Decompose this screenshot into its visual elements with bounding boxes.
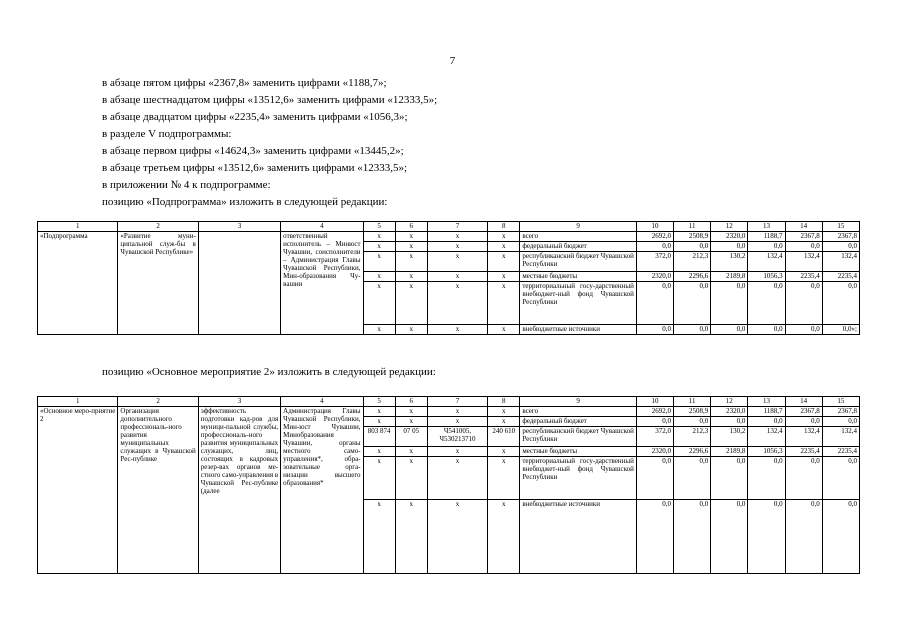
amount-cell: 0,0 <box>785 417 822 427</box>
funding-source: федеральный бюджет <box>520 417 637 427</box>
cell-col3 <box>198 232 280 335</box>
amount-cell: 2320,0 <box>711 232 748 242</box>
amount-cell: 0,0 <box>785 457 822 500</box>
amount-cell: 130,2 <box>711 252 748 272</box>
cell-col1: «Подпрограмма <box>38 232 118 335</box>
amount-cell: 0,0 <box>748 325 785 335</box>
column-header: 8 <box>488 397 520 407</box>
amount-cell: 0,0 <box>748 282 785 325</box>
cell-col2: Организация дополнительного профессиональ-ного развития муниципальных служащих в Чувашской Рес-публике <box>118 407 198 574</box>
column-header: 10 <box>636 397 673 407</box>
column-header: 13 <box>748 397 785 407</box>
cell-code: x <box>427 447 487 457</box>
column-header: 4 <box>281 222 363 232</box>
amount-cell: 132,4 <box>748 252 785 272</box>
amount-cell: 0,0 <box>674 457 711 500</box>
column-header: 7 <box>427 397 487 407</box>
cell-code: x <box>395 325 427 335</box>
cell-code: x <box>427 500 487 574</box>
amount-cell: 0,0 <box>822 500 859 574</box>
cell-code: x <box>427 272 487 282</box>
main-activity-table <box>37 396 860 574</box>
amount-cell: 2235,4 <box>822 272 859 282</box>
column-header: 1 <box>38 222 118 232</box>
amount-cell: 0,0 <box>674 500 711 574</box>
amount-cell: 2296,6 <box>674 272 711 282</box>
amount-cell: 132,4 <box>748 427 785 447</box>
amount-cell: 372,0 <box>636 427 673 447</box>
column-header: 9 <box>520 397 637 407</box>
cell-code: x <box>363 407 395 417</box>
table-row <box>38 232 860 242</box>
funding-source: всего <box>520 407 637 417</box>
column-header: 14 <box>785 222 822 232</box>
cell-code: x <box>395 500 427 574</box>
cell-code: x <box>395 252 427 272</box>
cell-code: x <box>427 232 487 242</box>
amount-cell: 0,0 <box>785 325 822 335</box>
column-header: 6 <box>395 222 427 232</box>
cell-code: x <box>427 325 487 335</box>
column-header: 15 <box>822 397 859 407</box>
paragraph: в абзаце пятом цифры «2367,8» заменить цифрами «1188,7»; <box>102 77 387 89</box>
amount-cell: 2367,8 <box>822 232 859 242</box>
cell-col3: эффективность подготовки кад-ров для муници-пальной службы, профессиональ-ного развития муниципальных служащих, лиц, состоящих в кадровых резер-вах органов ме-стного само-управления в Чувашской Рес-публике (далее <box>198 407 280 574</box>
cell-code: Ч541005, Ч530213710 <box>427 427 487 447</box>
cell-code: x <box>395 242 427 252</box>
funding-source: всего <box>520 232 637 242</box>
amount-cell: 2692,0 <box>636 407 673 417</box>
cell-code: x <box>427 242 487 252</box>
cell-code: x <box>488 325 520 335</box>
amount-cell: 0,0 <box>822 242 859 252</box>
paragraph: в абзаце третьем цифры «13512,6» заменить цифрами «12333,5»; <box>102 162 408 174</box>
amount-cell: 212,3 <box>674 252 711 272</box>
cell-code: x <box>363 447 395 457</box>
amount-cell: 372,0 <box>636 252 673 272</box>
amount-cell: 0,0 <box>822 282 859 325</box>
cell-code: x <box>427 252 487 272</box>
amount-cell: 0,0 <box>748 500 785 574</box>
column-header: 11 <box>674 222 711 232</box>
cell-code: x <box>363 500 395 574</box>
column-header: 11 <box>674 397 711 407</box>
amount-cell: 2367,8 <box>785 407 822 417</box>
amount-cell: 2367,8 <box>822 407 859 417</box>
column-header: 14 <box>785 397 822 407</box>
amount-cell: 0,0 <box>711 242 748 252</box>
amount-cell: 0,0 <box>636 325 673 335</box>
amount-cell: 0,0 <box>711 282 748 325</box>
cell-code: x <box>395 272 427 282</box>
amount-cell: 0,0 <box>822 417 859 427</box>
column-header: 9 <box>520 222 637 232</box>
cell-code: x <box>395 407 427 417</box>
cell-code: x <box>363 252 395 272</box>
amount-cell: 2189,8 <box>711 272 748 282</box>
amount-cell: 0,0 <box>711 457 748 500</box>
cell-col2: «Развитие муни-ципальной служ-бы в Чувашской Республике» <box>118 232 198 335</box>
funding-source: местные бюджеты <box>520 447 637 457</box>
funding-source: республиканский бюджет Чувашской Республики <box>520 252 637 272</box>
cell-code: 803 874 <box>363 427 395 447</box>
cell-code: x <box>395 282 427 325</box>
cell-code: x <box>363 272 395 282</box>
column-header: 15 <box>822 222 859 232</box>
funding-source: территориальный госу-дарственный внебюджет-ный фонд Чувашской Республики <box>520 457 637 500</box>
amount-cell: 132,4 <box>785 427 822 447</box>
paragraph: позицию «Подпрограмма» изложить в следующей редакции: <box>102 196 388 208</box>
amount-cell: 2692,0 <box>636 232 673 242</box>
amount-cell: 0,0»; <box>822 325 859 335</box>
amount-cell: 0,0 <box>748 417 785 427</box>
amount-cell: 2508,9 <box>674 232 711 242</box>
amount-cell: 0,0 <box>748 242 785 252</box>
funding-source: местные бюджеты <box>520 272 637 282</box>
cell-code: x <box>488 282 520 325</box>
cell-code: x <box>488 272 520 282</box>
column-header: 12 <box>711 222 748 232</box>
cell-code: x <box>363 417 395 427</box>
amount-cell: 0,0 <box>748 457 785 500</box>
amount-cell: 2235,4 <box>785 447 822 457</box>
cell-code: x <box>488 407 520 417</box>
amount-cell: 2235,4 <box>785 272 822 282</box>
amount-cell: 0,0 <box>711 325 748 335</box>
amount-cell: 0,0 <box>674 417 711 427</box>
table-row <box>38 407 860 417</box>
amount-cell: 0,0 <box>785 242 822 252</box>
amount-cell: 2320,0 <box>711 407 748 417</box>
cell-code: x <box>363 232 395 242</box>
cell-code: x <box>363 242 395 252</box>
amount-cell: 132,4 <box>822 427 859 447</box>
amount-cell: 1188,7 <box>748 232 785 242</box>
column-header: 5 <box>363 397 395 407</box>
funding-source: внебюджетные источники <box>520 500 637 574</box>
header-row <box>38 222 860 232</box>
amount-cell: 0,0 <box>636 282 673 325</box>
cell-code: 240 610 <box>488 427 520 447</box>
paragraph: в абзаце шестнадцатом цифры «13512,6» заменить цифрами «12333,5»; <box>102 94 438 106</box>
amount-cell: 2320,0 <box>636 272 673 282</box>
amount-cell: 0,0 <box>785 282 822 325</box>
paragraph: в абзаце первом цифры «14624,3» заменить цифрами «13445,2»; <box>102 145 404 157</box>
column-header: 12 <box>711 397 748 407</box>
funding-source: республиканский бюджет Чувашской Республики <box>520 427 637 447</box>
cell-code: x <box>363 457 395 500</box>
funding-source: территориальный госу-дарственный внебюджет-ный фонд Чувашской Республики <box>520 282 637 325</box>
cell-code: x <box>488 457 520 500</box>
amount-cell: 0,0 <box>822 457 859 500</box>
cell-code: 07 05 <box>395 427 427 447</box>
amount-cell: 0,0 <box>636 417 673 427</box>
cell-code: x <box>363 282 395 325</box>
cell-code: x <box>488 500 520 574</box>
body-text <box>102 75 862 211</box>
amount-cell: 132,4 <box>785 252 822 272</box>
column-header: 1 <box>38 397 118 407</box>
column-header: 10 <box>636 222 673 232</box>
cell-code: x <box>488 252 520 272</box>
cell-code: x <box>395 417 427 427</box>
column-header: 2 <box>118 397 198 407</box>
cell-col4: ответственный исполнитель – Минюст Чувашии, соисполнители – Администрация Главы Чувашской Республики, Мин-образования Чу-вашии <box>281 232 363 335</box>
cell-code: x <box>395 232 427 242</box>
cell-code: x <box>395 457 427 500</box>
cell-code: x <box>427 282 487 325</box>
paragraph: в разделе V подпрограммы: <box>102 128 232 140</box>
amount-cell: 2367,8 <box>785 232 822 242</box>
header-row <box>38 397 860 407</box>
funding-source: федеральный бюджет <box>520 242 637 252</box>
column-header: 6 <box>395 397 427 407</box>
amount-cell: 2235,4 <box>822 447 859 457</box>
column-header: 3 <box>198 222 280 232</box>
amount-cell: 2508,9 <box>674 407 711 417</box>
paragraph: в абзаце двадцатом цифры «2235,4» заменить цифрами «1056,3»; <box>102 111 408 123</box>
column-header: 3 <box>198 397 280 407</box>
column-header: 8 <box>488 222 520 232</box>
amount-cell: 0,0 <box>674 242 711 252</box>
amount-cell: 0,0 <box>636 242 673 252</box>
subprogram-table <box>37 221 860 335</box>
amount-cell: 0,0 <box>636 457 673 500</box>
cell-col1: «Основное меро-приятие 2 <box>38 407 118 574</box>
page-number: 7 <box>449 55 456 67</box>
cell-code: x <box>427 457 487 500</box>
column-header: 4 <box>281 397 363 407</box>
amount-cell: 2189,8 <box>711 447 748 457</box>
column-header: 5 <box>363 222 395 232</box>
cell-code: x <box>427 407 487 417</box>
amount-cell: 2320,0 <box>636 447 673 457</box>
amount-cell: 0,0 <box>674 282 711 325</box>
amount-cell: 1188,7 <box>748 407 785 417</box>
column-header: 2 <box>118 222 198 232</box>
amount-cell: 0,0 <box>785 500 822 574</box>
amount-cell: 132,4 <box>822 252 859 272</box>
amount-cell: 130,2 <box>711 427 748 447</box>
funding-source: внебюджетные источники <box>520 325 637 335</box>
column-header: 7 <box>427 222 487 232</box>
paragraph: в приложении № 4 к подпрограмме: <box>102 179 271 191</box>
section-heading: позицию «Основное мероприятие 2» изложить в следующей редакции: <box>102 366 436 378</box>
cell-code: x <box>363 325 395 335</box>
amount-cell: 1056,3 <box>748 272 785 282</box>
cell-col4: Администрация Главы Чувашской Республики, Мин-юст Чувашии, Минобразования Чувашии, органы местного само-управления*, обра-зовательные орга-низации высшего образования* <box>281 407 363 574</box>
amount-cell: 0,0 <box>636 500 673 574</box>
amount-cell: 212,3 <box>674 427 711 447</box>
cell-code: x <box>488 417 520 427</box>
cell-code: x <box>488 242 520 252</box>
cell-code: x <box>488 232 520 242</box>
amount-cell: 0,0 <box>711 500 748 574</box>
cell-code: x <box>395 447 427 457</box>
cell-code: x <box>427 417 487 427</box>
amount-cell: 0,0 <box>711 417 748 427</box>
cell-code: x <box>488 447 520 457</box>
column-header: 13 <box>748 222 785 232</box>
amount-cell: 2296,6 <box>674 447 711 457</box>
amount-cell: 1056,3 <box>748 447 785 457</box>
amount-cell: 0,0 <box>674 325 711 335</box>
